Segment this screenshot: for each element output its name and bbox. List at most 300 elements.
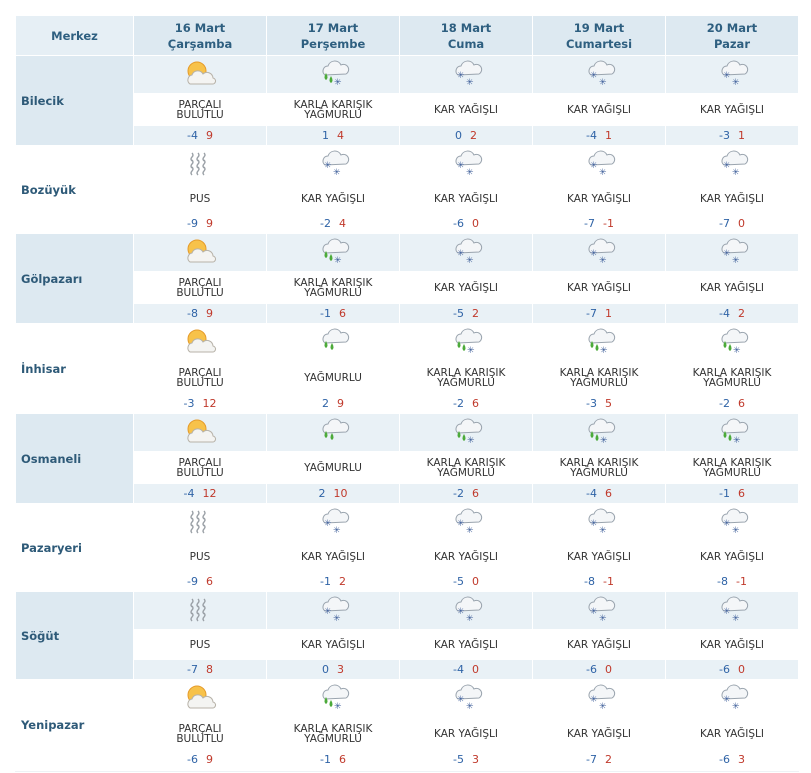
condition-text: PARÇALI BULUTLU (134, 362, 267, 394)
snow-icon (582, 594, 616, 624)
temperature-cell (134, 484, 267, 504)
max-temperature: 9 (205, 753, 213, 766)
min-temperature: -4 (187, 129, 198, 142)
condition-text: KARLA KARIŞIK YAĞMURLU (533, 362, 666, 394)
condition-text: KAR YAĞIŞLI (666, 718, 799, 750)
max-temperature: 9 (337, 397, 344, 410)
temperature-cell (134, 394, 267, 414)
sleet-icon (582, 326, 616, 356)
city-condition-row (16, 452, 799, 484)
snow-icon (449, 58, 483, 88)
max-temperature: 6 (338, 753, 346, 766)
min-temperature: -2 (453, 397, 464, 410)
sleet-icon (449, 326, 483, 356)
condition-text: KARLA KARIŞIK YAĞMURLU (666, 452, 799, 484)
day-header (134, 16, 267, 56)
condition-text: KAR YAĞIŞLI (267, 630, 400, 660)
svg-text:✳: ✳ (599, 525, 607, 536)
svg-text:✳: ✳ (333, 613, 341, 624)
weather-icon-cell (267, 504, 400, 542)
weather-icon-cell (267, 592, 400, 630)
svg-text:✳: ✳ (733, 435, 741, 446)
day-date: 19 Mart (573, 20, 625, 35)
svg-text:✳: ✳ (334, 77, 342, 88)
weather-icon-cell (134, 680, 267, 718)
min-temperature: -4 (719, 307, 730, 320)
city-icon-row (16, 504, 799, 542)
weather-icon-cell (666, 56, 799, 94)
min-temperature: -6 (187, 753, 198, 766)
min-temperature: -5 (453, 575, 464, 588)
condition-text: KARLA KARIŞIK YAĞMURLU (267, 94, 400, 126)
temperature-cell (400, 394, 533, 414)
rain-icon (316, 326, 350, 356)
temperature-cell (267, 572, 400, 592)
temperature-cell (666, 750, 799, 770)
temperature-cell (666, 660, 799, 680)
snow-icon (449, 236, 483, 266)
svg-text:✳: ✳ (334, 701, 342, 712)
condition-text: KARLA KARIŞIK YAĞMURLU (400, 362, 533, 394)
temperature-cell (533, 304, 666, 324)
max-temperature: 6 (737, 397, 745, 410)
temperature-cell (666, 126, 799, 146)
sleet-icon (582, 416, 616, 446)
max-temperature: 4 (337, 129, 344, 142)
min-temperature: 2 (318, 487, 326, 500)
svg-text:✳: ✳ (732, 525, 740, 536)
condition-text: YAĞMURLU (267, 452, 400, 484)
city-icon-row (16, 680, 799, 718)
svg-text:✳: ✳ (466, 613, 474, 624)
max-temperature: 0 (471, 663, 479, 676)
city-icon-row (16, 414, 799, 452)
min-temperature: -3 (183, 397, 195, 410)
svg-text:✳: ✳ (466, 77, 474, 88)
svg-text:✳: ✳ (590, 70, 598, 81)
min-temperature: -5 (453, 307, 464, 320)
sleet-icon (715, 326, 749, 356)
condition-text: KAR YAĞIŞLI (267, 184, 400, 214)
temperature-cell (533, 394, 666, 414)
svg-text:✳: ✳ (457, 694, 465, 705)
svg-text:✳: ✳ (590, 606, 598, 617)
temperature-cell (400, 484, 533, 504)
condition-text: KAR YAĞIŞLI (533, 718, 666, 750)
condition-text: KAR YAĞIŞLI (533, 630, 666, 660)
svg-text:✳: ✳ (466, 255, 474, 266)
city-temperature-row (16, 304, 799, 324)
temperature-cell (666, 484, 799, 504)
min-temperature: -6 (719, 753, 730, 766)
min-temperature: 2 (322, 397, 329, 410)
weather-icon-cell (134, 504, 267, 542)
snow-icon (449, 506, 483, 536)
max-temperature: 6 (205, 575, 213, 588)
svg-text:✳: ✳ (467, 435, 475, 446)
weather-icon-cell (400, 234, 533, 272)
svg-text:✳: ✳ (732, 167, 740, 178)
day-weekday: Çarşamba (167, 36, 233, 51)
svg-text:✳: ✳ (590, 248, 598, 259)
sleet-icon (316, 682, 350, 712)
min-temperature: -8 (187, 307, 198, 320)
min-temperature: -1 (320, 307, 331, 320)
city-condition-row (16, 184, 799, 214)
condition-text: KAR YAĞIŞLI (400, 94, 533, 126)
max-temperature: 0 (737, 217, 745, 230)
condition-text: PARÇALI BULUTLU (134, 272, 267, 304)
weather-icon-cell (400, 414, 533, 452)
min-temperature: -2 (320, 217, 331, 230)
condition-text: KAR YAĞIŞLI (666, 94, 799, 126)
temperature-cell (533, 572, 666, 592)
svg-text:✳: ✳ (600, 345, 608, 356)
min-temperature: -5 (453, 753, 464, 766)
day-date: 17 Mart (307, 20, 359, 35)
weather-icon-cell (134, 592, 267, 630)
condition-text: KAR YAĞIŞLI (533, 94, 666, 126)
temperature-cell (666, 572, 799, 592)
min-temperature: -7 (187, 663, 198, 676)
snow-icon (449, 594, 483, 624)
snow-icon (715, 682, 749, 712)
temperature-cell (267, 660, 400, 680)
weather-icon-cell (666, 414, 799, 452)
min-temperature: 0 (322, 663, 329, 676)
weather-icon-cell (666, 146, 799, 184)
city-condition-row (16, 94, 799, 126)
min-temperature: -6 (453, 217, 464, 230)
max-temperature: 3 (737, 753, 745, 766)
snow-icon (715, 58, 749, 88)
condition-text: KAR YAĞIŞLI (400, 184, 533, 214)
svg-text:✳: ✳ (457, 70, 465, 81)
city-icon-row (16, 592, 799, 630)
svg-text:✳: ✳ (723, 518, 731, 529)
temperature-cell (533, 214, 666, 234)
min-temperature: -8 (584, 575, 595, 588)
fog-icon (183, 506, 217, 536)
weather-icon-cell (400, 56, 533, 94)
svg-text:✳: ✳ (599, 255, 607, 266)
svg-text:✳: ✳ (324, 606, 332, 617)
temperature-cell (267, 126, 400, 146)
min-temperature: -6 (586, 663, 597, 676)
max-temperature: 4 (338, 217, 346, 230)
city-condition-row (16, 718, 799, 750)
svg-text:✳: ✳ (723, 606, 731, 617)
max-temperature: 3 (471, 753, 479, 766)
max-temperature: -1 (736, 575, 747, 588)
condition-text: KAR YAĞIŞLI (666, 184, 799, 214)
weather-icon-cell (400, 504, 533, 542)
city-icon-row (16, 324, 799, 362)
city-condition-row (16, 362, 799, 394)
partly-cloudy-icon (183, 58, 217, 88)
weather-icon-cell (134, 146, 267, 184)
max-temperature: 9 (205, 217, 213, 230)
min-temperature: -1 (719, 487, 730, 500)
temperature-cell (533, 660, 666, 680)
city-temperature-row (16, 484, 799, 504)
weather-icon-cell (533, 414, 666, 452)
max-temperature: 1 (737, 129, 745, 142)
min-temperature: -3 (719, 129, 730, 142)
snow-icon (449, 148, 483, 178)
snow-icon (582, 682, 616, 712)
min-temperature: -9 (187, 575, 198, 588)
city-name: Gölpazarı (16, 234, 134, 324)
day-weekday: Cumartesi (565, 36, 633, 51)
temperature-cell (267, 394, 400, 414)
temperature-cell (267, 214, 400, 234)
sleet-icon (316, 236, 350, 266)
forecast-body (16, 56, 799, 770)
svg-text:✳: ✳ (466, 167, 474, 178)
temperature-cell (267, 484, 400, 504)
condition-text: KAR YAĞIŞLI (267, 542, 400, 572)
max-temperature: 0 (471, 575, 479, 588)
snow-icon (715, 506, 749, 536)
temperature-cell (400, 660, 533, 680)
condition-text: PUS (134, 184, 267, 214)
svg-text:✳: ✳ (599, 613, 607, 624)
min-temperature: 1 (322, 129, 329, 142)
max-temperature: 5 (604, 397, 612, 410)
city-icon-row (16, 146, 799, 184)
weather-icon-cell (400, 324, 533, 362)
city-name: Pazaryeri (16, 504, 134, 592)
max-temperature: 6 (737, 487, 745, 500)
min-temperature: -4 (453, 663, 464, 676)
temperature-cell (666, 214, 799, 234)
weather-icon-cell (666, 234, 799, 272)
svg-text:✳: ✳ (466, 525, 474, 536)
min-temperature: -4 (586, 487, 597, 500)
city-temperature-row (16, 394, 799, 414)
weather-icon-cell (267, 146, 400, 184)
max-temperature: 12 (202, 487, 217, 500)
condition-text: PARÇALI BULUTLU (134, 452, 267, 484)
svg-text:✳: ✳ (599, 77, 607, 88)
weather-icon-cell (400, 592, 533, 630)
condition-text: KARLA KARIŞIK YAĞMURLU (267, 718, 400, 750)
city-temperature-row (16, 126, 799, 146)
min-temperature: 0 (455, 129, 462, 142)
weather-icon-cell (533, 56, 666, 94)
temperature-cell (400, 214, 533, 234)
temperature-cell (267, 750, 400, 770)
temperature-cell (400, 126, 533, 146)
weather-icon-cell (533, 234, 666, 272)
snow-icon (449, 682, 483, 712)
svg-text:✳: ✳ (723, 694, 731, 705)
city-condition-row (16, 630, 799, 660)
weather-icon-cell (134, 234, 267, 272)
temperature-cell (533, 126, 666, 146)
max-temperature: 6 (338, 307, 346, 320)
weather-icon-cell (400, 146, 533, 184)
max-temperature: 6 (471, 397, 479, 410)
condition-text: KAR YAĞIŞLI (400, 272, 533, 304)
snow-icon (582, 58, 616, 88)
city-icon-row (16, 56, 799, 94)
temperature-cell (134, 304, 267, 324)
max-temperature: 2 (737, 307, 745, 320)
weather-icon-cell (666, 504, 799, 542)
max-temperature: 2 (338, 575, 346, 588)
weather-icon-cell (666, 680, 799, 718)
svg-text:✳: ✳ (333, 525, 341, 536)
max-temperature: 0 (737, 663, 745, 676)
weather-icon-cell (533, 680, 666, 718)
weather-icon-cell (533, 504, 666, 542)
weather-icon-cell (666, 592, 799, 630)
partly-cloudy-icon (183, 236, 217, 266)
min-temperature: -4 (183, 487, 195, 500)
temperature-cell (134, 214, 267, 234)
city-name: Osmaneli (16, 414, 134, 504)
snow-icon (582, 148, 616, 178)
max-temperature: 2 (604, 753, 612, 766)
header-row (16, 16, 799, 56)
condition-text: KAR YAĞIŞLI (400, 542, 533, 572)
temperature-cell (134, 572, 267, 592)
temperature-cell (134, 126, 267, 146)
center-column-header: Merkez (16, 16, 134, 56)
fog-icon (183, 148, 217, 178)
weather-icon-cell (400, 680, 533, 718)
temperature-cell (400, 572, 533, 592)
city-name: İnhisar (16, 324, 134, 414)
min-temperature: -7 (584, 217, 595, 230)
snow-icon (316, 594, 350, 624)
svg-text:✳: ✳ (324, 160, 332, 171)
min-temperature: -3 (586, 397, 597, 410)
day-date: 16 Mart (174, 20, 226, 35)
svg-text:✳: ✳ (732, 77, 740, 88)
weather-icon-cell (267, 234, 400, 272)
weather-icon-cell (134, 324, 267, 362)
condition-text: KAR YAĞIŞLI (533, 542, 666, 572)
svg-text:✳: ✳ (732, 701, 740, 712)
day-weekday: Pazar (713, 36, 750, 51)
svg-text:✳: ✳ (590, 694, 598, 705)
svg-text:✳: ✳ (590, 160, 598, 171)
partly-cloudy-icon (183, 326, 217, 356)
max-temperature: 8 (205, 663, 213, 676)
city-temperature-row (16, 572, 799, 592)
day-date: 18 Mart (440, 20, 492, 35)
svg-text:✳: ✳ (457, 248, 465, 259)
max-temperature: 3 (337, 663, 344, 676)
condition-text: PUS (134, 630, 267, 660)
max-temperature: 1 (604, 307, 612, 320)
min-temperature: -8 (717, 575, 728, 588)
max-temperature: -1 (603, 575, 614, 588)
city-name: Bozüyük (16, 146, 134, 234)
condition-text: KARLA KARIŞIK YAĞMURLU (267, 272, 400, 304)
max-temperature: 2 (471, 307, 479, 320)
partly-cloudy-icon (183, 416, 217, 446)
max-temperature: 9 (205, 129, 213, 142)
condition-text: KAR YAĞIŞLI (666, 272, 799, 304)
min-temperature: -7 (586, 753, 597, 766)
condition-text: KARLA KARIŞIK YAĞMURLU (400, 452, 533, 484)
weather-icon-cell (267, 414, 400, 452)
temperature-cell (666, 394, 799, 414)
city-temperature-row (16, 660, 799, 680)
weather-icon-cell (267, 680, 400, 718)
svg-text:✳: ✳ (467, 345, 475, 356)
svg-text:✳: ✳ (324, 518, 332, 529)
svg-text:✳: ✳ (590, 518, 598, 529)
max-temperature: -1 (603, 217, 614, 230)
max-temperature: 12 (202, 397, 217, 410)
city-condition-row (16, 272, 799, 304)
rain-icon (316, 416, 350, 446)
temperature-cell (134, 750, 267, 770)
weather-icon-cell (267, 324, 400, 362)
svg-text:✳: ✳ (600, 435, 608, 446)
day-weekday: Cuma (447, 36, 485, 51)
condition-text: KAR YAĞIŞLI (400, 718, 533, 750)
min-temperature: -9 (187, 217, 198, 230)
condition-text: KAR YAĞIŞLI (666, 542, 799, 572)
max-temperature: 2 (470, 129, 477, 142)
snow-icon (582, 506, 616, 536)
city-temperature-row (16, 214, 799, 234)
day-header (533, 16, 666, 56)
snow-icon (316, 506, 350, 536)
min-temperature: -2 (719, 397, 730, 410)
max-temperature: 10 (333, 487, 348, 500)
temperature-cell (666, 304, 799, 324)
city-temperature-row (16, 750, 799, 770)
weather-icon-cell (533, 592, 666, 630)
svg-text:✳: ✳ (466, 701, 474, 712)
condition-text: KAR YAĞIŞLI (400, 630, 533, 660)
max-temperature: 6 (471, 487, 479, 500)
svg-text:✳: ✳ (457, 160, 465, 171)
max-temperature: 0 (604, 663, 612, 676)
weather-icon-cell (134, 414, 267, 452)
svg-text:✳: ✳ (457, 518, 465, 529)
svg-text:✳: ✳ (333, 167, 341, 178)
condition-text: PARÇALI BULUTLU (134, 718, 267, 750)
sleet-icon (715, 416, 749, 446)
partly-cloudy-icon (183, 682, 217, 712)
svg-text:✳: ✳ (599, 167, 607, 178)
svg-text:✳: ✳ (723, 70, 731, 81)
fog-icon (183, 594, 217, 624)
svg-text:✳: ✳ (733, 345, 741, 356)
svg-text:✳: ✳ (457, 606, 465, 617)
condition-text: PARÇALI BULUTLU (134, 94, 267, 126)
weather-icon-cell (267, 56, 400, 94)
snow-icon (316, 148, 350, 178)
svg-text:✳: ✳ (599, 701, 607, 712)
sleet-icon (316, 58, 350, 88)
condition-text: KAR YAĞIŞLI (533, 272, 666, 304)
temperature-cell (533, 484, 666, 504)
weather-icon-cell (533, 324, 666, 362)
weather-icon-cell (134, 56, 267, 94)
svg-text:✳: ✳ (334, 255, 342, 266)
condition-text: KAR YAĞIŞLI (666, 630, 799, 660)
condition-text: YAĞMURLU (267, 362, 400, 394)
